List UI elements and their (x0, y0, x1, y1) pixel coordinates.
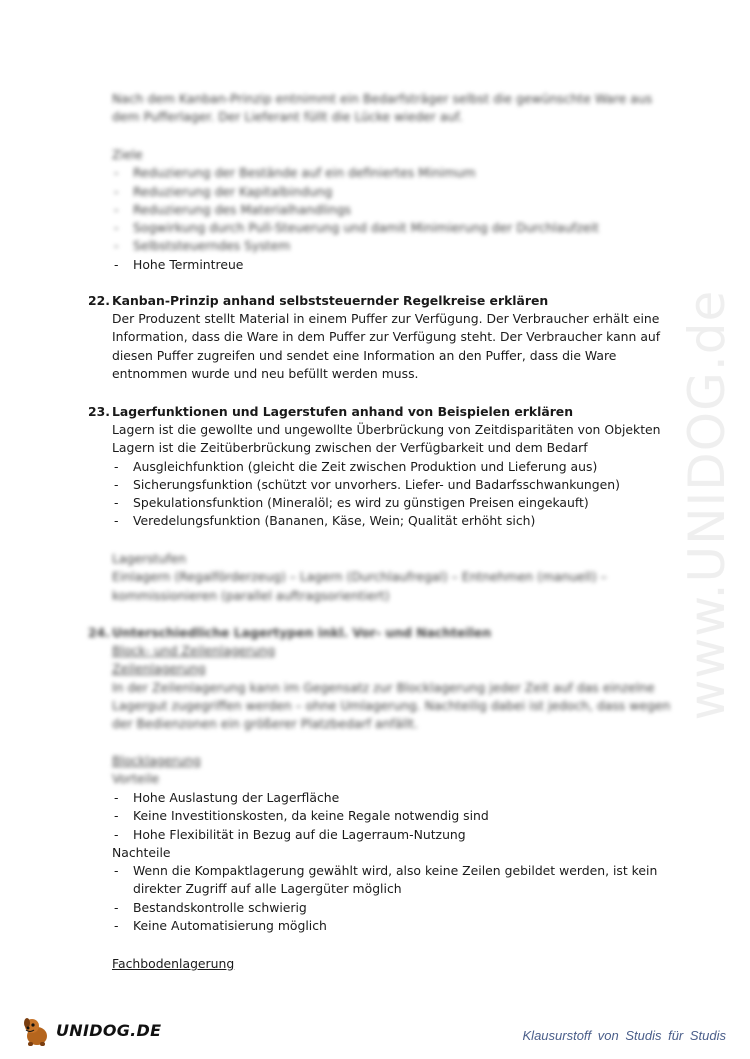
section-title: Unterschiedliche Lagertypen inkl. Vor- und Nachteilen (112, 625, 492, 640)
goal-item: - Reduzierung der Bestände auf ein definiertes Minimum (112, 164, 672, 182)
goal-item: - Reduzierung des Materialhandlings (112, 201, 672, 219)
paragraph-line: Einlagern (Regalförderzeug) – Lagern (Durchlaufregal) – Entnehmen (manuell) – (112, 569, 607, 585)
paragraph-line: Information, dass die Ware in dem Puffer zur Verfügung steht. Der Verbraucher kann auf (112, 329, 661, 345)
paragraph-line: Der Produzent stellt Material in einem Puffer zur Verfügung. Der Verbraucher erhält eine (112, 311, 660, 326)
advantage-item: - Hohe Auslastung der Lagerfläche (112, 789, 672, 807)
logo-text: UNIDOG.DE (56, 1020, 162, 1040)
subheading: Fachbodenlagerung (112, 956, 235, 971)
goal-item: - Reduzierung der Kapitalbindung (112, 183, 672, 201)
section-24-body (112, 789, 672, 935)
section-number: 24. (88, 625, 110, 640)
paragraph-line: diesen Puffer zugreifen und sendet eine Information an den Puffer, dass die Ware (112, 347, 617, 363)
function-item: - Spekulationsfunktion (Mineralöl; es wird zu günstigen Preisen eingekauft) (112, 494, 672, 512)
function-item: - Sicherungsfunktion (schützt vor unvorhers. Liefer- und Badarfsschwankungen) (112, 476, 672, 494)
unidog-logo (20, 1013, 161, 1049)
paragraph-line: kommissionieren (parallel auftragsorientiert) (112, 587, 390, 603)
blurred-goals (112, 146, 672, 256)
goal-item: - Sogwirkung durch Pull-Steuerung und damit Minimierung der Durchlaufzeit (112, 219, 672, 237)
lagerstufen-label: Lagerstufen (112, 551, 187, 566)
goals-label: Ziele (112, 147, 143, 162)
goal-item: - Hohe Termintreue (112, 256, 672, 274)
section-24-blurred (112, 642, 672, 733)
intro-line: Nach dem Kanban-Prinzip entnimmt ein Bedarfsträger selbst die gewünschte Ware aus (112, 91, 653, 106)
section-24-heading (88, 624, 491, 642)
advantage-item: - Hohe Flexibilität in Bezug auf die Lagerraum-Nutzung (112, 826, 672, 844)
fachboden-section (112, 955, 672, 973)
advantage-item: - Keine Investitionskosten, da keine Regale notwendig sind (112, 807, 672, 825)
section-number: 22. (88, 293, 110, 308)
paragraph-line: Lagern ist die gewollte und ungewollte Überbrückung von Zeitdisparitäten von Objekten (112, 422, 661, 437)
paragraph-line: der Bedienzonen ein größerer Platzbedarf anfällt. (112, 716, 419, 732)
paragraph-line: entnommen wurde und neu befüllt werden muss. (112, 365, 419, 381)
nachteile-label: Nachteile (112, 844, 171, 860)
disadvantage-item: - Keine Automatisierung möglich (112, 917, 672, 935)
function-item: - Ausgleichfunktion (gleicht die Zeit zwischen Produktion und Lieferung aus) (112, 458, 672, 476)
disadvantage-line: direkter Zugriff auf alle Lagergüter möglich (133, 881, 402, 897)
paragraph-line: Lagergut zugegriffen werden – ohne Umlagerung. Nachteilig dabei ist jedoch, dass wegen (112, 697, 671, 713)
footer-tagline: Klausurstoff von Studis für Studis (522, 1028, 726, 1043)
goal-last (112, 256, 672, 274)
disadvantage-line: - Wenn die Kompaktlagerung gewählt wird, also keine Zeilen gebildet werden, ist kein (133, 863, 658, 879)
goal-item: - Selbststeuerndes System (112, 237, 672, 255)
dog-mascot-icon (20, 1014, 54, 1048)
subheading: Blocklagerung (112, 753, 201, 768)
blurred-intro (112, 90, 672, 127)
section-23-body (112, 421, 672, 531)
section-22-heading (88, 292, 548, 310)
paragraph-line: In der Zeilenlagerung kann im Gegensatz zur Blocklagerung jeder Zeit auf das einzelne (112, 679, 655, 695)
section-22-body (112, 310, 672, 383)
disadvantage-item: - Bestandskontrolle schwierig (112, 899, 672, 917)
section-title: Lagerfunktionen und Lagerstufen anhand von Beispielen erklären (112, 404, 574, 419)
paragraph-line: Lagern ist die Zeitüberbrückung zwischen der Verfügbarkeit und dem Bedarf (112, 440, 588, 456)
section-23-heading (88, 403, 573, 421)
subheading: Block- und Zeilenlagerung (112, 643, 276, 658)
section-number: 23. (88, 404, 110, 419)
watermark-text: www.UNIDOG.de (677, 289, 736, 721)
blurred-lagerstufen (112, 550, 672, 605)
blocklagerung-blurred (112, 752, 672, 789)
section-title: Kanban-Prinzip anhand selbststeuernder Regelkreise erklären (112, 293, 549, 308)
intro-line: dem Pufferlager. Der Lieferant füllt die Lücke wieder auf. (112, 109, 463, 125)
function-item: - Veredelungsfunktion (Bananen, Käse, Wein; Qualität erhöht sich) (112, 512, 672, 530)
disadvantage-item (112, 862, 672, 899)
watermark (672, 270, 742, 740)
vorteile-label: Vorteile (112, 771, 160, 787)
subheading: Zeilenlagerung (112, 661, 206, 677)
